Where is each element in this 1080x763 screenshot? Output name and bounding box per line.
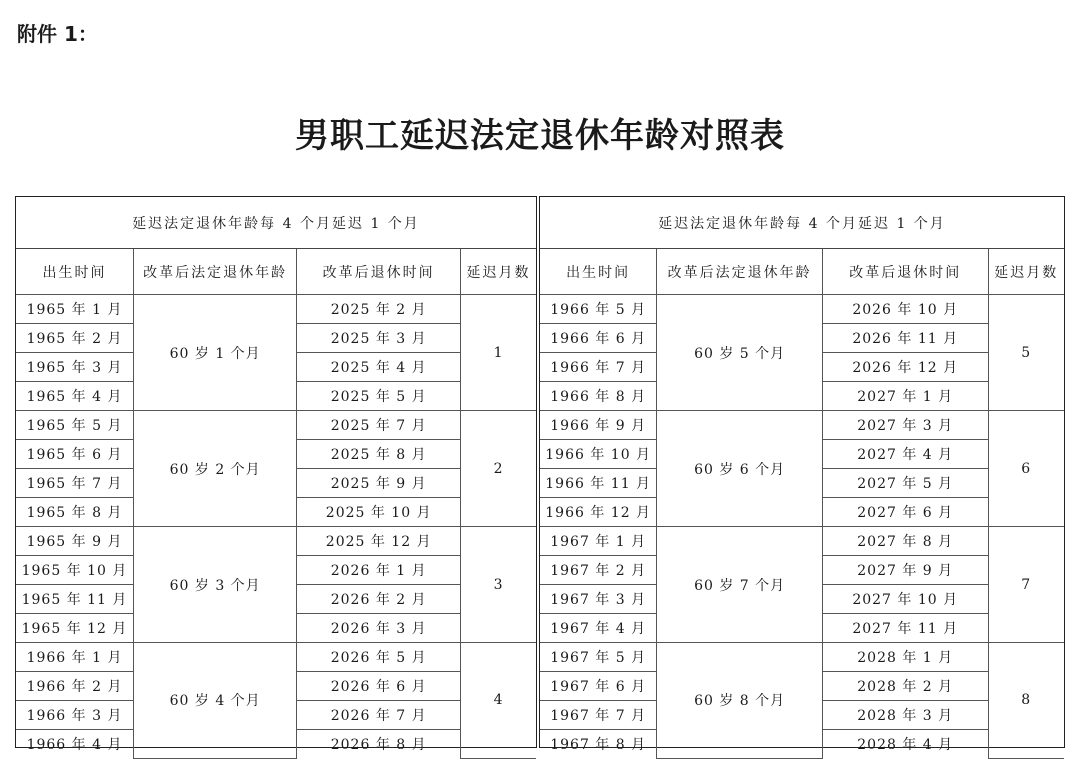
birth-date-cell: 1966 年 12 月 [540, 498, 657, 527]
birth-date-cell: 1965 年 3 月 [16, 353, 134, 382]
delay-months-cell: 6 [988, 411, 1064, 527]
birth-date-cell: 1966 年 3 月 [16, 701, 134, 730]
header-row [16, 249, 536, 295]
retirement-date-cell: 2026 年 6 月 [297, 672, 461, 701]
retirement-date-cell: 2026 年 10 月 [822, 295, 988, 324]
table-row [16, 295, 536, 324]
birth-date-cell: 1966 年 6 月 [540, 324, 657, 353]
retirement-date-cell: 2025 年 5 月 [297, 382, 461, 411]
column-header: 出生时间 [540, 249, 657, 295]
birth-date-cell: 1966 年 2 月 [16, 672, 134, 701]
birth-date-cell: 1967 年 1 月 [540, 527, 657, 556]
retirement-age-cell: 60 岁 6 个月 [657, 411, 823, 527]
retirement-date-cell: 2027 年 3 月 [822, 411, 988, 440]
retirement-date-cell: 2026 年 5 月 [297, 643, 461, 672]
retirement-date-cell: 2028 年 2 月 [822, 672, 988, 701]
delay-months-cell: 1 [461, 295, 536, 411]
retirement-age-cell: 60 岁 2 个月 [134, 411, 297, 527]
document-title: 男职工延迟法定退休年龄对照表 [295, 116, 785, 156]
retirement-age-cell: 60 岁 3 个月 [134, 527, 297, 643]
birth-date-cell: 1965 年 9 月 [16, 527, 134, 556]
retirement-date-cell: 2028 年 1 月 [822, 643, 988, 672]
retirement-date-cell: 2025 年 12 月 [297, 527, 461, 556]
comparison-tables [15, 196, 1065, 753]
retirement-table [16, 249, 536, 759]
birth-date-cell: 1965 年 11 月 [16, 585, 134, 614]
birth-date-cell: 1966 年 8 月 [540, 382, 657, 411]
table-right [539, 196, 1065, 753]
retirement-date-cell: 2026 年 12 月 [822, 353, 988, 382]
birth-date-cell: 1965 年 2 月 [16, 324, 134, 353]
delay-months-cell: 3 [461, 527, 536, 643]
retirement-age-cell: 60 岁 4 个月 [134, 643, 297, 759]
retirement-date-cell: 2026 年 2 月 [297, 585, 461, 614]
birth-date-cell: 1967 年 4 月 [540, 614, 657, 643]
retirement-date-cell: 2027 年 1 月 [822, 382, 988, 411]
retirement-date-cell: 2026 年 8 月 [297, 730, 461, 759]
retirement-date-cell: 2025 年 4 月 [297, 353, 461, 382]
retirement-age-cell: 60 岁 7 个月 [657, 527, 823, 643]
delay-months-cell: 8 [988, 643, 1064, 759]
table-row [16, 527, 536, 556]
retirement-date-cell: 2026 年 11 月 [822, 324, 988, 353]
birth-date-cell: 1967 年 8 月 [540, 730, 657, 759]
table-row [540, 643, 1064, 672]
retirement-date-cell: 2027 年 8 月 [822, 527, 988, 556]
column-header: 延迟月数 [461, 249, 536, 295]
attachment-label: 附件 1： [17, 22, 98, 46]
table-row [540, 295, 1064, 324]
table-row [540, 411, 1064, 440]
birth-date-cell: 1966 年 5 月 [540, 295, 657, 324]
birth-date-cell: 1966 年 4 月 [16, 730, 134, 759]
birth-date-cell: 1965 年 4 月 [16, 382, 134, 411]
birth-date-cell: 1966 年 11 月 [540, 469, 657, 498]
birth-date-cell: 1966 年 10 月 [540, 440, 657, 469]
column-header: 改革后法定退休年龄 [134, 249, 297, 295]
retirement-date-cell: 2026 年 7 月 [297, 701, 461, 730]
birth-date-cell: 1967 年 6 月 [540, 672, 657, 701]
table-row [540, 527, 1064, 556]
birth-date-cell: 1965 年 5 月 [16, 411, 134, 440]
birth-date-cell: 1965 年 12 月 [16, 614, 134, 643]
retirement-age-cell: 60 岁 5 个月 [657, 295, 823, 411]
column-header: 改革后法定退休年龄 [657, 249, 823, 295]
birth-date-cell: 1965 年 10 月 [16, 556, 134, 585]
retirement-date-cell: 2025 年 2 月 [297, 295, 461, 324]
birth-date-cell: 1967 年 3 月 [540, 585, 657, 614]
delay-months-cell: 4 [461, 643, 536, 759]
delay-months-cell: 2 [461, 411, 536, 527]
birth-date-cell: 1967 年 5 月 [540, 643, 657, 672]
retirement-date-cell: 2027 年 5 月 [822, 469, 988, 498]
retirement-date-cell: 2027 年 4 月 [822, 440, 988, 469]
birth-date-cell: 1966 年 9 月 [540, 411, 657, 440]
birth-date-cell: 1966 年 7 月 [540, 353, 657, 382]
table-row [16, 411, 536, 440]
retirement-table [540, 249, 1064, 759]
header-row [540, 249, 1064, 295]
retirement-date-cell: 2025 年 7 月 [297, 411, 461, 440]
birth-date-cell: 1965 年 6 月 [16, 440, 134, 469]
birth-date-cell: 1967 年 2 月 [540, 556, 657, 585]
table-left [15, 196, 537, 753]
retirement-date-cell: 2025 年 3 月 [297, 324, 461, 353]
retirement-date-cell: 2025 年 8 月 [297, 440, 461, 469]
retirement-date-cell: 2027 年 11 月 [822, 614, 988, 643]
column-header: 出生时间 [16, 249, 134, 295]
retirement-date-cell: 2027 年 10 月 [822, 585, 988, 614]
column-header: 改革后退休时间 [822, 249, 988, 295]
retirement-date-cell: 2025 年 10 月 [297, 498, 461, 527]
retirement-age-cell: 60 岁 8 个月 [657, 643, 823, 759]
delay-months-cell: 7 [988, 527, 1064, 643]
retirement-date-cell: 2026 年 3 月 [297, 614, 461, 643]
retirement-date-cell: 2025 年 9 月 [297, 469, 461, 498]
retirement-date-cell: 2026 年 1 月 [297, 556, 461, 585]
birth-date-cell: 1966 年 1 月 [16, 643, 134, 672]
birth-date-cell: 1967 年 7 月 [540, 701, 657, 730]
table-section-header: 延迟法定退休年龄每 4 个月延迟 1 个月 [16, 197, 536, 249]
birth-date-cell: 1965 年 7 月 [16, 469, 134, 498]
table-section-header: 延迟法定退休年龄每 4 个月延迟 1 个月 [540, 197, 1064, 249]
retirement-date-cell: 2027 年 9 月 [822, 556, 988, 585]
birth-date-cell: 1965 年 1 月 [16, 295, 134, 324]
birth-date-cell: 1965 年 8 月 [16, 498, 134, 527]
retirement-date-cell: 2028 年 3 月 [822, 701, 988, 730]
column-header: 改革后退休时间 [297, 249, 461, 295]
retirement-date-cell: 2027 年 6 月 [822, 498, 988, 527]
table-row [16, 643, 536, 672]
delay-months-cell: 5 [988, 295, 1064, 411]
column-header: 延迟月数 [988, 249, 1064, 295]
retirement-age-cell: 60 岁 1 个月 [134, 295, 297, 411]
retirement-date-cell: 2028 年 4 月 [822, 730, 988, 759]
